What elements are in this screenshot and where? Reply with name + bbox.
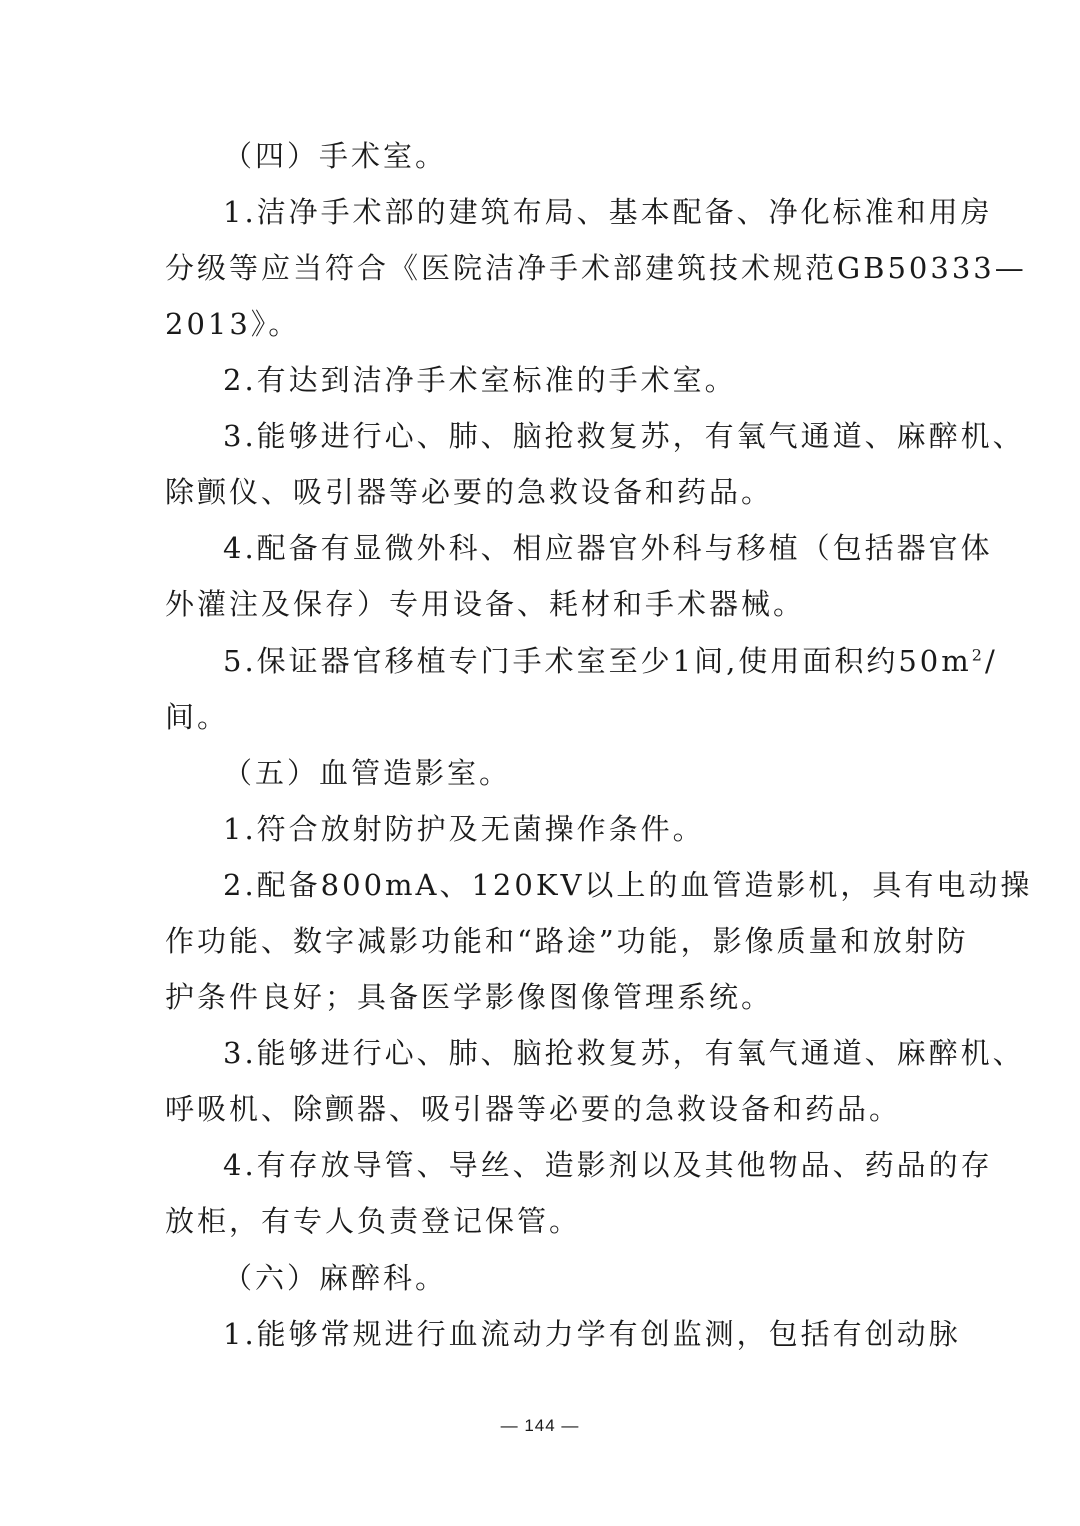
- paragraph-line: 4.有存放导管、导丝、造影剂以及其他物品、药品的存: [223, 1148, 993, 1182]
- paragraph-text-tail: /: [984, 644, 998, 678]
- paragraph-line: 1.能够常规进行血流动力学有创监测，包括有创动脉: [223, 1317, 961, 1351]
- paragraph-line: 3.能够进行心、肺、脑抢救复苏，有氧气通道、麻醉机、: [223, 1036, 1025, 1070]
- superscript-exponent: 2: [971, 645, 985, 665]
- section-heading-operating-room: （四）手术室。: [223, 139, 448, 173]
- paragraph-line: 2.有达到洁净手术室标准的手术室。: [223, 363, 737, 397]
- paragraph-line: 1.符合放射防护及无菌操作条件。: [223, 812, 705, 846]
- paragraph-line: 3.能够进行心、肺、脑抢救复苏，有氧气通道、麻醉机、: [223, 419, 1025, 453]
- paragraph-line: 作功能、数字减影功能和“路途”功能，影像质量和放射防: [165, 924, 969, 958]
- paragraph-line: 2013》。: [165, 307, 301, 341]
- paragraph-line: 护条件良好；具备医学影像图像管理系统。: [165, 980, 774, 1014]
- paragraph-line-area: [223, 641, 998, 681]
- paragraph-line: 外灌注及保存）专用设备、耗材和手术器械。: [165, 587, 806, 621]
- paragraph-text: 5.保证器官移植专门手术室至少1间,使用面积约50m: [223, 644, 972, 678]
- paragraph-line: 1.洁净手术部的建筑布局、基本配备、净化标准和用房: [223, 195, 993, 229]
- page-number: — 144 —: [500, 1416, 580, 1435]
- paragraph-line: 分级等应当符合《医院洁净手术部建筑技术规范GB50333—: [165, 251, 1027, 285]
- section-heading-angiography-room: （五）血管造影室。: [223, 756, 512, 790]
- paragraph-line: 呼吸机、除颤器、吸引器等必要的急救设备和药品。: [165, 1092, 902, 1126]
- paragraph-line: 间。: [165, 700, 230, 734]
- paragraph-line: 放柜，有专人负责登记保管。: [165, 1204, 582, 1238]
- paragraph-line: 除颤仪、吸引器等必要的急救设备和药品。: [165, 475, 774, 509]
- paragraph-line: 4.配备有显微外科、相应器官外科与移植（包括器官体: [223, 531, 993, 565]
- section-heading-anesthesiology: （六）麻醉科。: [223, 1261, 448, 1295]
- paragraph-line: 2.配备800mA、120KV以上的血管造影机，具有电动操: [223, 868, 1033, 902]
